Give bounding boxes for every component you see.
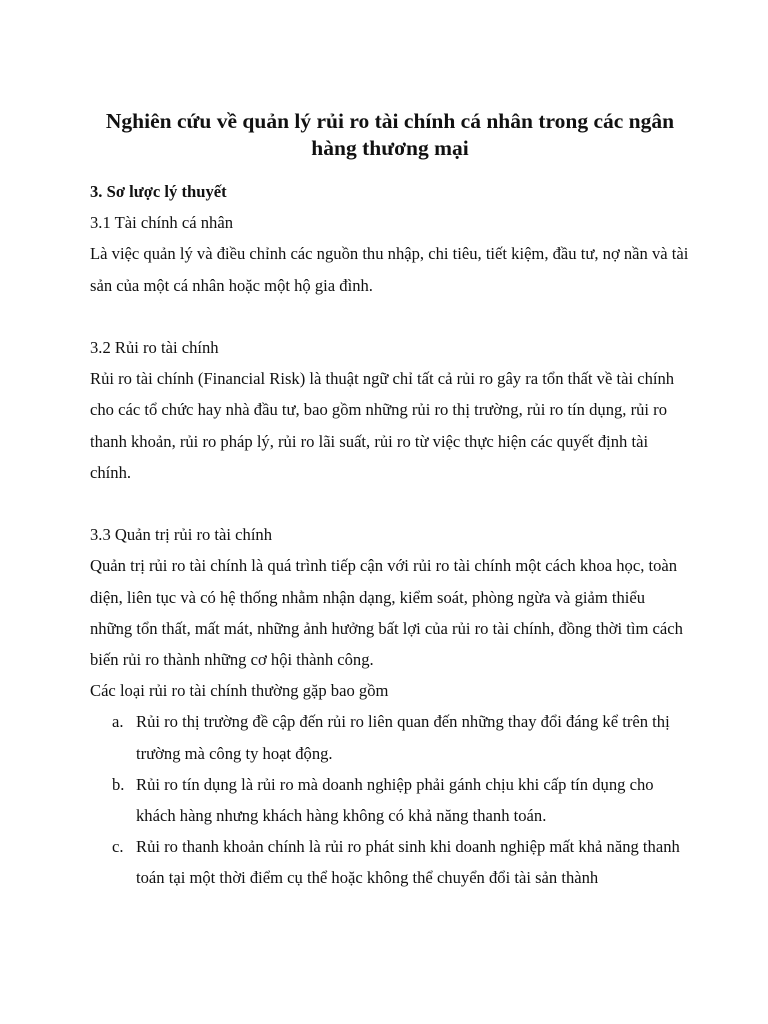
list-intro: Các loại rủi ro tài chính thường gặp bao gồm [90, 681, 389, 701]
paragraph-financial-risk: Rủi ro tài chính (Financial Risk) là thuật ngữ chỉ tất cả rủi ro gây ra tổn thất về tài chính cho các tổ chức hay nhà đầu tư, bao gồm những rủi ro thị trường, rủi ro tín dụng, rủi ro thanh khoản, rủi ro pháp lý, rủi ro lãi suất, rủi ro từ việc thực hiện các quyết định tài chính. [90, 369, 675, 482]
document-title: Nghiên cứu về quản lý rủi ro tài chính cá nhân trong các ngân hàng thương mại [105, 109, 675, 160]
subsection-heading-risk-management: 3.3 Quản trị rủi ro tài chính [90, 525, 273, 545]
paragraph-risk-management: Quản trị rủi ro tài chính là quá trình tiếp cận với rủi ro tài chính một cách khoa học, toàn diện, liên tục và có hệ thống nhằm nhận dạng, kiểm soát, phòng ngừa và giảm thiểu những tổn thất, mất mát, những ảnh hưởng bất lợi của rủi ro tài chính, đồng thời tìm cách biến rủi ro thành những cơ hội thành công. [90, 556, 683, 670]
list-item [90, 706, 690, 768]
section-heading: 3. Sơ lược lý thuyết [90, 182, 227, 201]
subsection-heading-financial-risk: 3.2 Rủi ro tài chính [90, 338, 219, 357]
list-item-text: Rủi ro thị trường đề cập đến rủi ro liên quan đến những thay đổi đáng kể trên thị trường mà công ty hoạt động. [136, 712, 670, 763]
risk-types-list [90, 706, 690, 893]
paragraph-spacer [90, 488, 690, 519]
paragraph-personal-finance: Là việc quản lý và điều chỉnh các nguồn thu nhập, chi tiêu, tiết kiệm, đầu tư, nợ nần và tài sản của một cá nhân hoặc một hộ gia đình. [90, 244, 689, 295]
list-item-text: Rủi ro thanh khoản chính là rủi ro phát sinh khi doanh nghiệp mất khả năng thanh toán tại một thời điểm cụ thể hoặc không thể chuyển đổi tài sản thành [136, 837, 680, 888]
list-marker: b. [112, 774, 125, 794]
list-marker: c. [112, 837, 124, 857]
list-item [90, 769, 690, 831]
paragraph-spacer [90, 301, 690, 332]
list-item-text: Rủi ro tín dụng là rủi ro mà doanh nghiệp phải gánh chịu khi cấp tín dụng cho khách hàng nhưng khách hàng không có khả năng thanh toán. [136, 774, 654, 826]
document-body [90, 176, 690, 894]
list-item [90, 831, 690, 893]
list-marker: a. [112, 712, 124, 732]
subsection-heading-personal-finance: 3.1 Tài chính cá nhân [90, 213, 233, 233]
